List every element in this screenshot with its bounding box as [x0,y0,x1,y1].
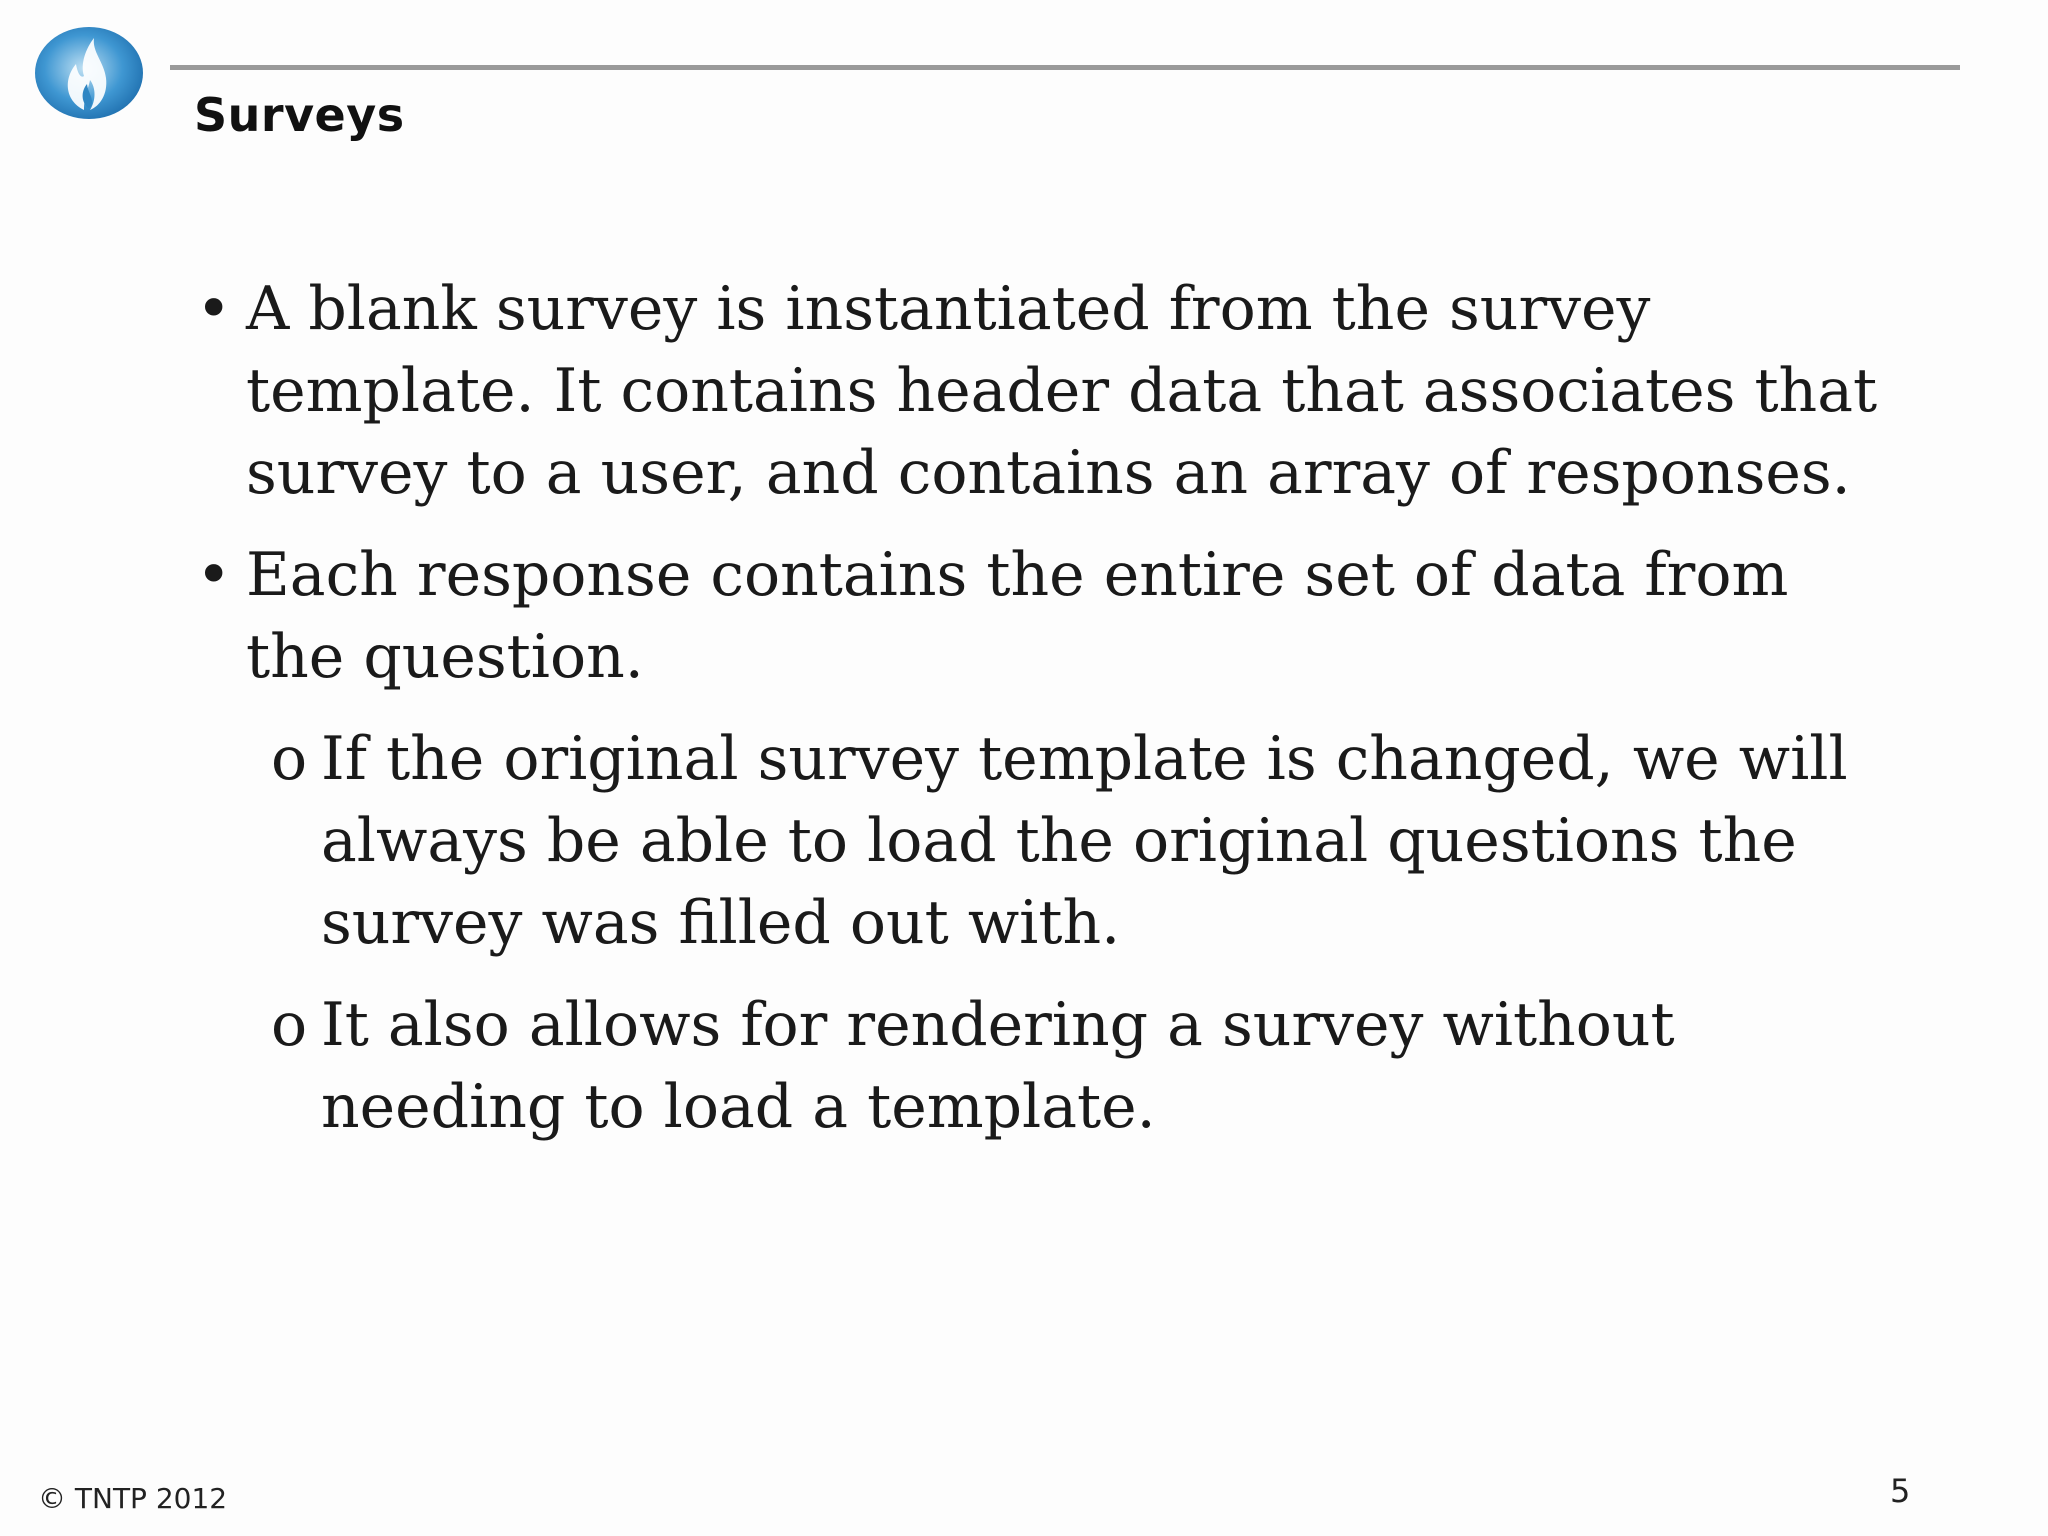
bullet-item [196,268,1896,514]
flame-logo-icon [34,26,144,120]
sub-bullet-marker: o [271,724,308,794]
sub-bullet-text: If the original survey template is changed, we will always be able to load the original questions the survey was filled out with. [321,724,1848,958]
bullet-marker: • [196,540,232,610]
header-rule [170,65,1960,70]
page-number: 5 [1890,1472,1911,1510]
bullet-item [196,534,1896,698]
bullet-text: A blank survey is instantiated from the survey template. It contains header data that associates that survey to a user, and contains an array of responses. [246,274,1878,508]
copyright-notice: © TNTP 2012 [38,1482,228,1515]
slide-body [196,268,1896,1168]
sub-bullet-marker: o [271,990,308,1060]
bullet-marker: • [196,274,232,344]
page-title: Surveys [194,88,405,142]
sub-bullet-item [271,718,1896,964]
bullet-text: Each response contains the entire set of data from the question. [246,540,1789,692]
sub-bullet-item [271,984,1896,1148]
sub-bullet-text: It also allows for rendering a survey without needing to load a template. [321,990,1675,1142]
